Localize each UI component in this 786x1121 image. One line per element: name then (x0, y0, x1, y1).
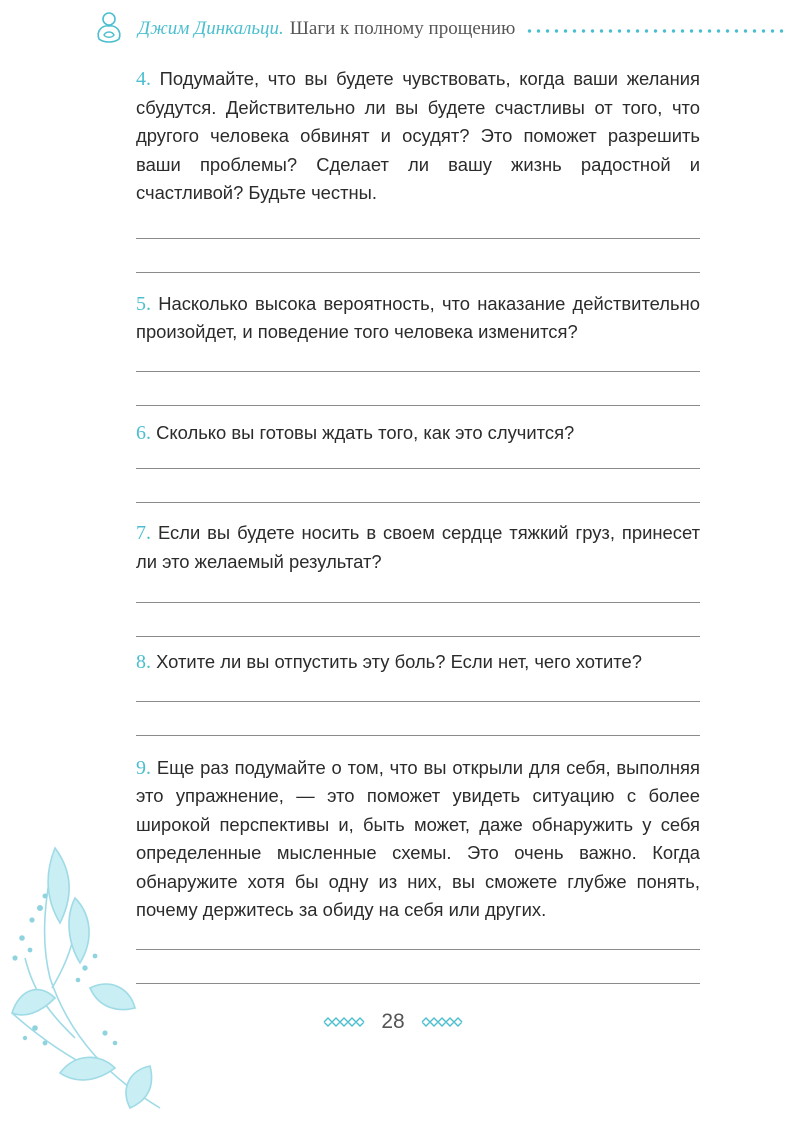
question-7 (136, 519, 700, 576)
mother-child-logo-icon (94, 11, 126, 45)
question-8 (136, 648, 700, 677)
answer-line[interactable] (136, 602, 700, 603)
question-body: Если вы будете носить в своем сердце тяжкий груз, принесет ли это желаемый результат? (136, 522, 700, 572)
answer-line[interactable] (136, 701, 700, 702)
answer-line[interactable] (136, 636, 700, 637)
question-text (136, 648, 700, 677)
question-body: Сколько вы готовы ждать того, как это случится? (156, 421, 575, 443)
question-6 (136, 419, 700, 448)
page-header (98, 14, 786, 44)
question-text (136, 419, 700, 448)
question-number: 7. (136, 522, 151, 544)
question-text (136, 754, 700, 925)
answer-line[interactable] (136, 371, 700, 372)
question-number: 6. (136, 421, 151, 444)
question-number: 8. (136, 651, 151, 673)
header-author: Джим Динкальци. (138, 18, 284, 39)
question-body: Подумайте, что вы будете чувствовать, когда ваши желания сбудутся. Действительно ли вы будете счастливы от того, что другого человека обвинят и осудят? Это поможет разрешить ваши проблемы? Сделает ли вашу жизнь радостной и счастливой? Будьте честны. (136, 68, 700, 203)
question-text (136, 290, 700, 347)
floral-branch-decoration-icon (0, 838, 170, 1121)
answer-line[interactable] (136, 272, 700, 273)
answer-line[interactable] (136, 949, 700, 950)
question-5 (136, 290, 700, 347)
header-dotted-rule (525, 29, 786, 33)
question-number: 4. (136, 68, 151, 90)
question-4 (136, 65, 700, 208)
answer-line[interactable] (136, 735, 700, 736)
question-number: 9. (136, 756, 151, 779)
header-book-title: Шаги к полному прощению (289, 18, 516, 39)
answer-line[interactable] (136, 468, 700, 469)
question-body: Насколько высока вероятность, что наказание действительно произойдет, и поведение того человека изменится? (136, 292, 700, 342)
answer-line[interactable] (136, 405, 700, 406)
question-number: 5. (136, 292, 151, 315)
question-body: Еще раз подумайте о том, что вы открыли для себя, выполняя это упражнение, — это поможет увидеть ситуацию с более широкой перспективы и, быть может, даже обнаружить у себя определенные мысленные схемы. Это очень важно. Когда обнаружите хотя бы одну из них, вы сможете глубже понять, почему держитесь за обиду на себя или других. (136, 756, 700, 920)
answer-line[interactable] (136, 983, 700, 984)
page-number: 28 (381, 1010, 405, 1033)
wave-ornament-right-icon (419, 1017, 463, 1027)
answer-line[interactable] (136, 502, 700, 503)
answer-line[interactable] (136, 238, 700, 239)
question-text (136, 65, 700, 208)
wave-ornament-left-icon (323, 1017, 367, 1027)
question-text (136, 519, 700, 576)
worksheet-content (136, 58, 700, 984)
question-9 (136, 754, 700, 925)
question-body: Хотите ли вы отпустить эту боль? Если нет, чего хотите? (156, 651, 642, 672)
